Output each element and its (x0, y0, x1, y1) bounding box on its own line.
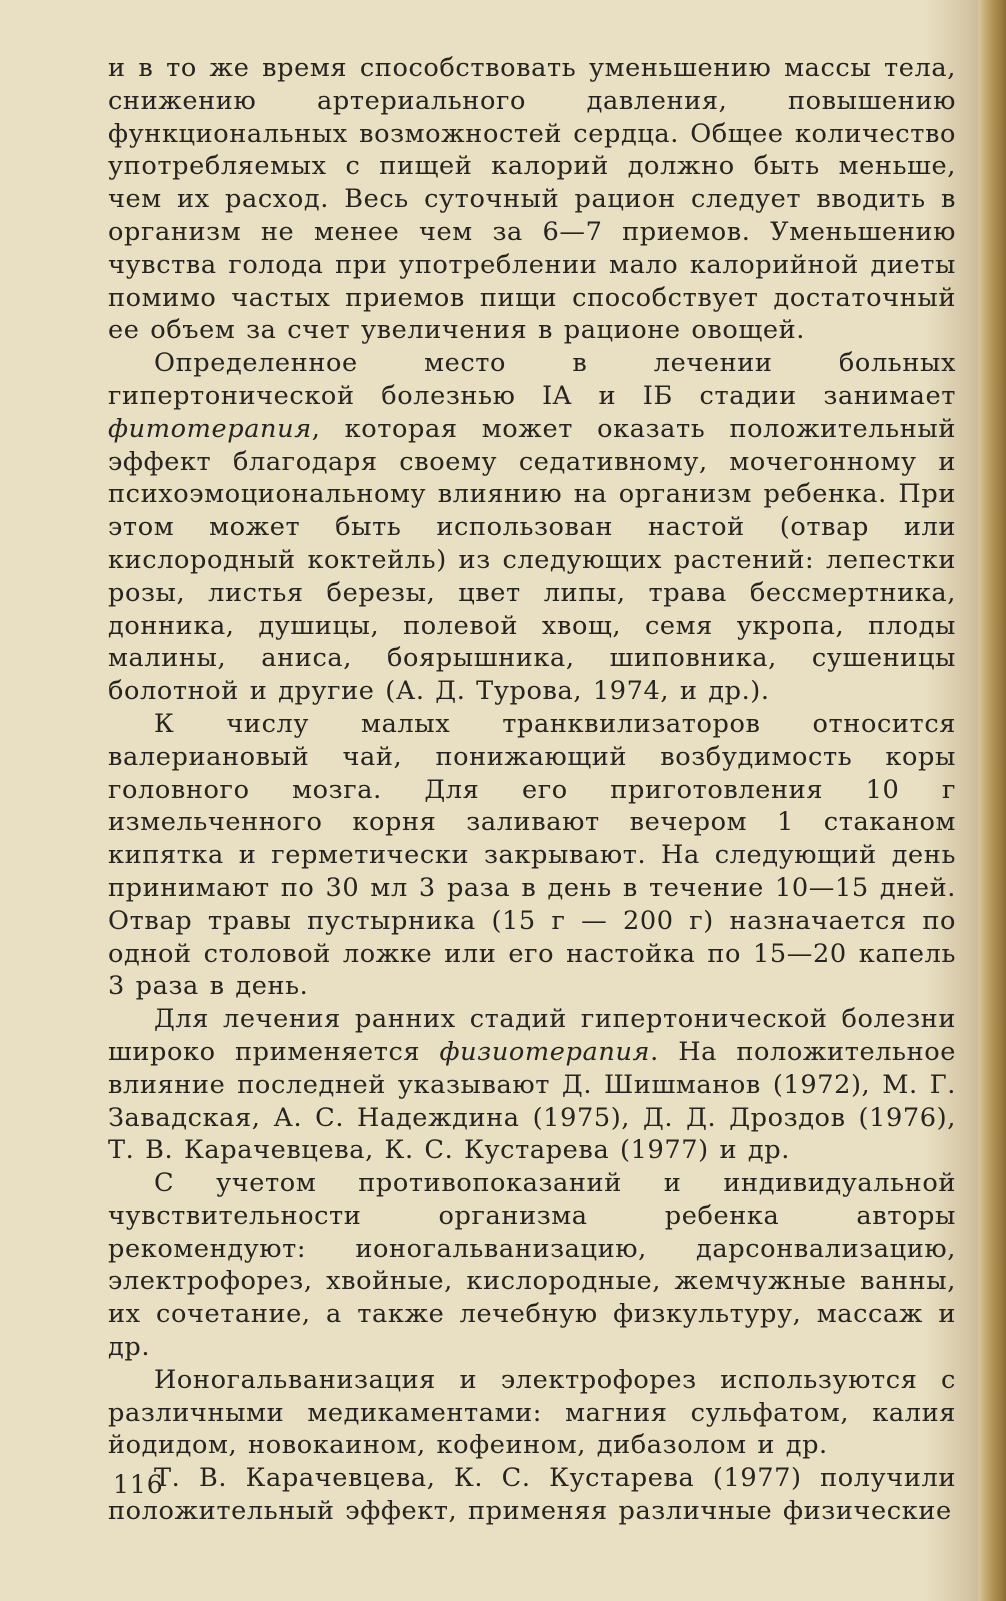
paragraph-text: , которая может оказать положительный эффект благодаря своему седативному, мочегонному и психоэмоциональному влиянию на организм ребенка. При этом может быть использован настой (отвар или кислородный коктейль) из следующих растений: лепестки розы, листья березы, цвет липы, трава бессмертника, донника, душицы, полевой хвощ, семя укропа, плоды малины, аниса, боярышника, шиповника, сушеницы болотной и другие (А. Д. Турова, 1974, и др.). (108, 413, 956, 707)
paragraph-text: и в то же время способствовать уменьшению массы тела, снижению артериального давления, повышению функциональных возможностей сердца. Общее количество употребляемых с пищей калорий должно быть меньше, чем их расход. Весь суточный рацион следует вводить в организм не менее чем за 6—7 приемов. Уменьшению чувства голода при употреблении мало калорийной диеты помимо частых приемов пищи способствует достаточный ее объем за счет увеличения в рационе овощей. (108, 53, 956, 346)
paragraph-text: Для лечения ранних стадий гипертонической болезни широко применяется (108, 1004, 956, 1067)
paragraph-3 (108, 708, 956, 1003)
paragraph-text: Ионогальванизация и электрофорез используются с различными медикаментами: магния сульфатом, калия йодидом, новокаином, кофеином, дибазолом и др. (108, 1364, 956, 1461)
paragraph-5 (108, 1167, 956, 1364)
book-spine-shadow (978, 0, 1006, 1601)
paragraph-4 (108, 1003, 956, 1167)
body-text (108, 52, 956, 1528)
paragraph-7 (108, 1462, 956, 1528)
italic-term: физиотерапия (439, 1036, 651, 1067)
paragraph-6 (108, 1364, 956, 1462)
paragraph-text: . На положительное влияние последней указывают Д. Шишманов (1972), М. Г. Завадская, А. С. Надеждина (1975), Д. Д. Дроздов (1976), Т. В. Карачевцева, К. С. Кустарева (1977) и др. (108, 1036, 957, 1166)
paragraph-text: Т. В. Карачевцева, К. С. Кустарева (1977) получили положительный эффект, применяя различные физические (108, 1463, 956, 1527)
paragraph-text: С учетом противопоказаний и индивидуальной чувствительности организма ребенка авторы рекомендуют: ионогальванизацию, дарсонвализацию, электрофорез, хвойные, кислородные, жемчужные ванны, их сочетание, а также лечебную физкультуру, массаж и др. (108, 1168, 956, 1363)
page-number: 116 (113, 1470, 164, 1499)
italic-term: фитотерапия (108, 413, 312, 444)
paragraph-text: Определенное место в лечении больных гипертонической болезнью IA и IБ стадии занимает (108, 348, 956, 411)
paragraph-1 (108, 52, 956, 347)
paragraph-2 (108, 347, 956, 708)
paragraph-text: К числу малых транквилизаторов относится валериановый чай, понижающий возбудимость коры головного мозга. Для его приготовления 10 г измельченного корня заливают вечером 1 стаканом кипятка и герметически закрывают. На следующий день принимают по 30 мл 3 раза в день в течение 10—15 дней. Отвар травы пустырника (15 г — 200 г) назначается по одной столовой ложке или его настойка по 15—20 капель 3 раза в день. (108, 708, 956, 1002)
